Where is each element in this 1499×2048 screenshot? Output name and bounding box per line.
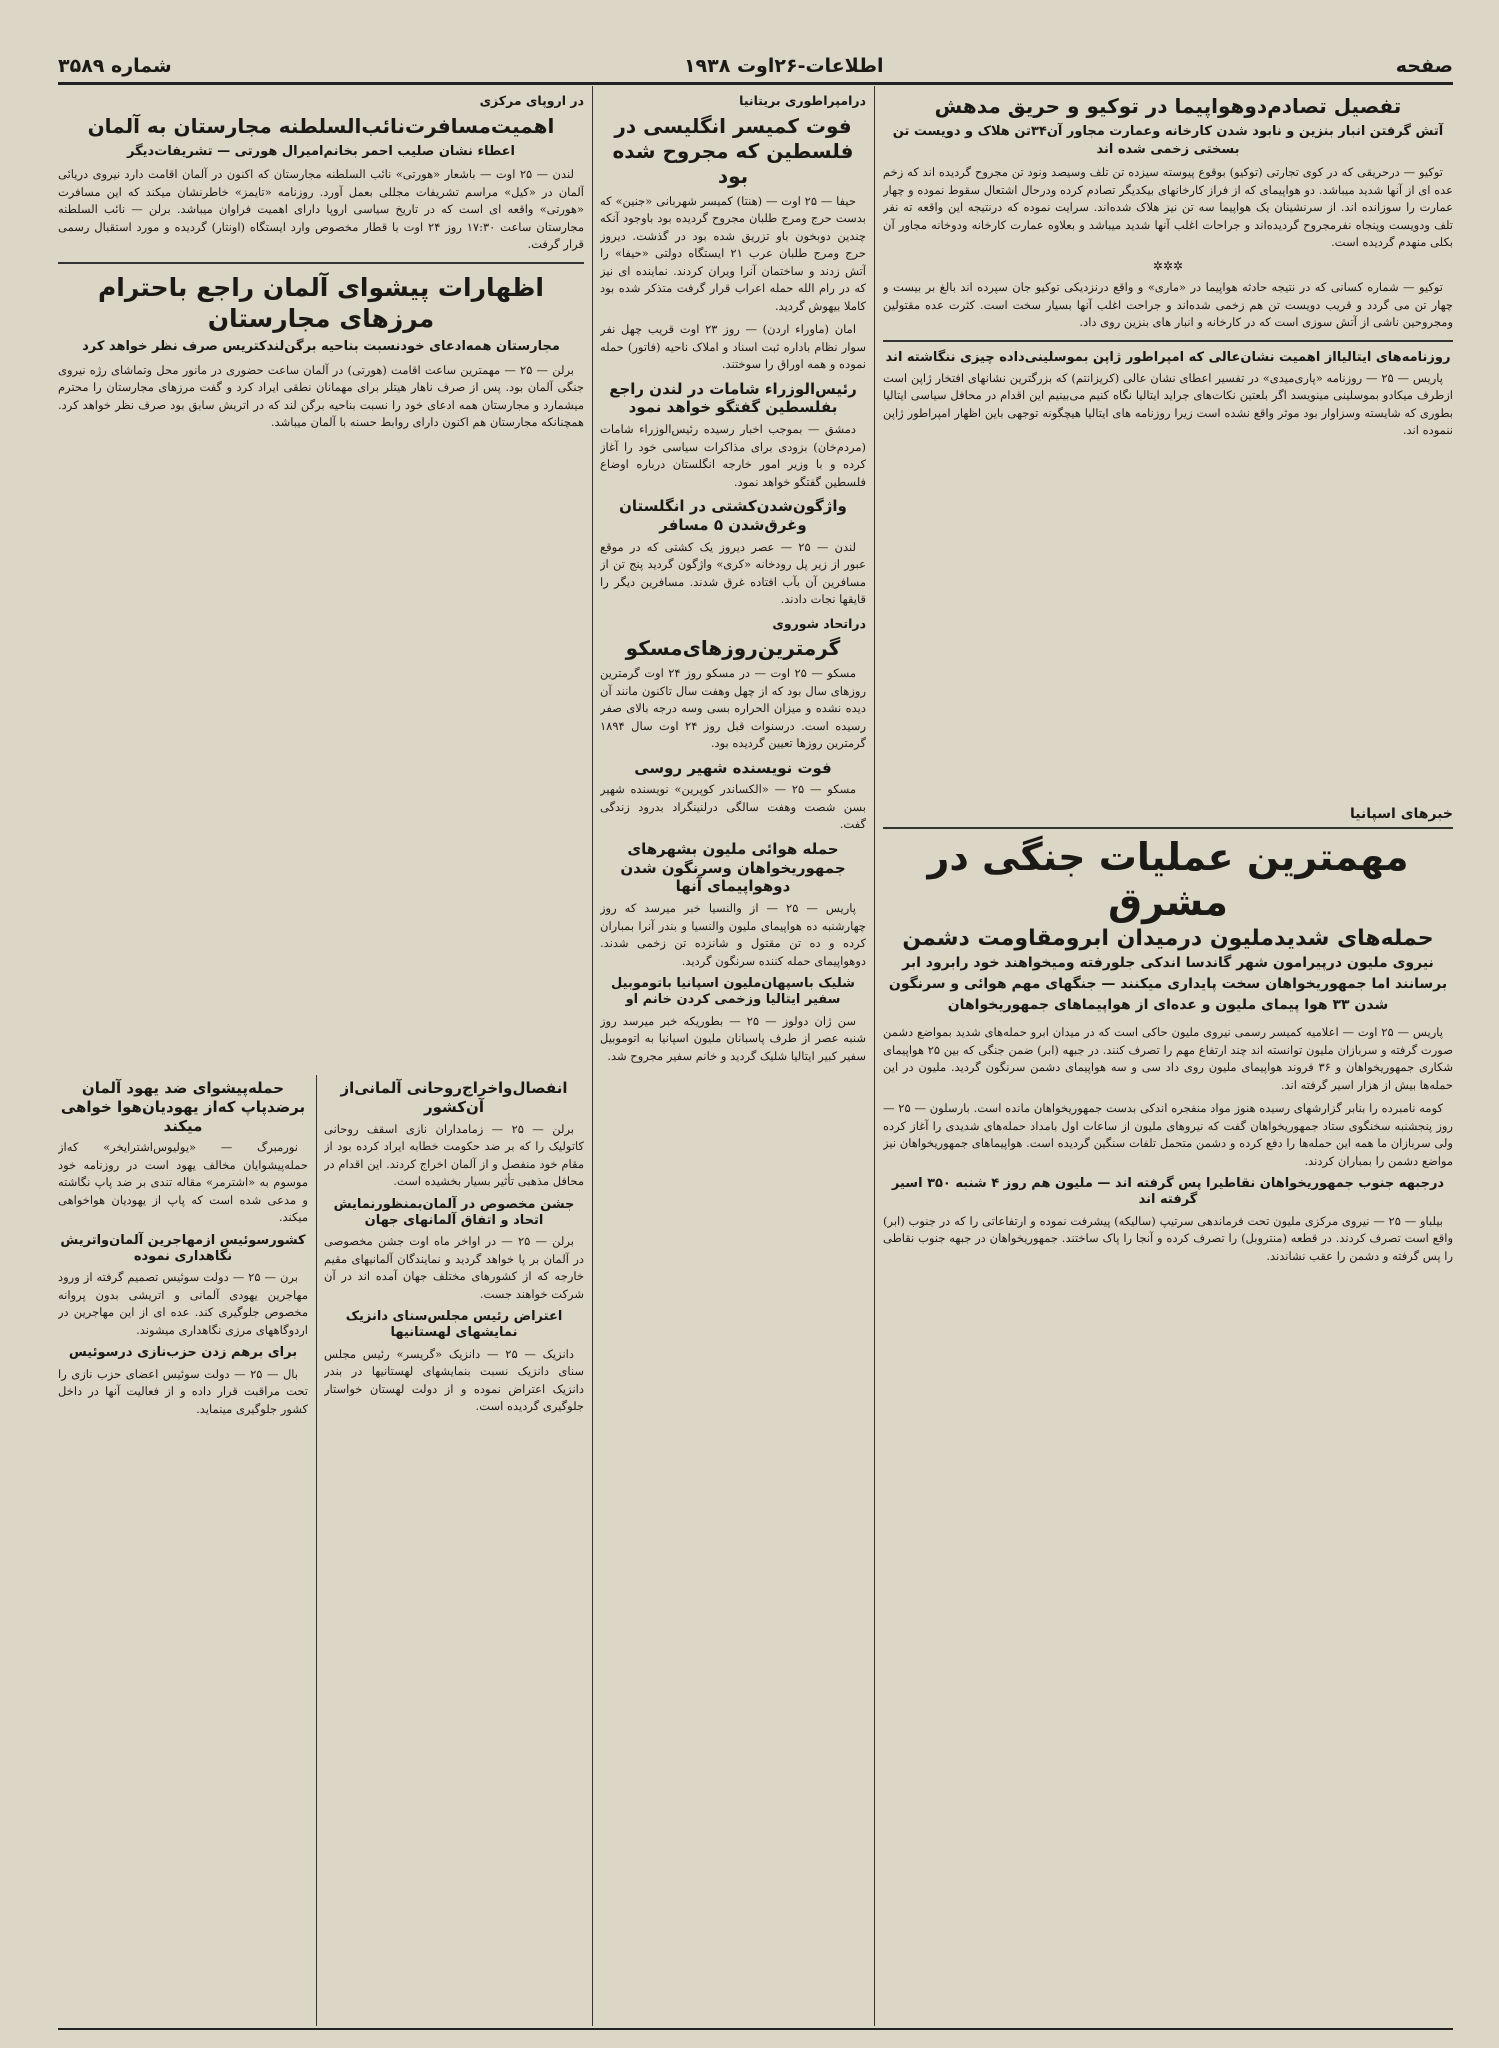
divider [58, 262, 584, 264]
headline-nazi-swiss: برای برهم زدن حزب‌نازی درسوئیس [68, 1345, 298, 1361]
column-rule [874, 86, 875, 2026]
kicker-britain: درامپراطوری بریتانیا [739, 93, 866, 108]
headline-syria-pm: رئیس‌الوزراء شامات در لندن راجع بفلسطین گفتگو خواهد نمود [609, 379, 857, 417]
headline-moscow: گرمترین‌روزهای‌مسکو [625, 636, 841, 660]
headline-tokyo: تفصیل تصادم‌دوهواپیما در توکیو و حریق مدهش [934, 94, 1402, 118]
article-tokyo-1: توکیو — درحریقی که در کوی تجارتی (توکیو) بوقوع پیوسته سیزده تن تلف وسیصد ونود تن مجروح گردیده اند که زخم عده ای از آنها شدید میباشد. دو هواپیمای که از فراز کارخانهای بیکدیگر تصادم کرده ودرحال اشتعال سقوط نموده و چهار عمارت را سوزانده اند. از سرنشینان یک هواپیما سه تن نیز هلاک شده‌اند. سرایت نموده که درنتیجه این واقعه ته نفر تلف ودویست وپنجاه نفرمجروح گردیده‌اند و جراحات اغلب آنها شدید میباشد و بعلاوه عمارت کارخانه ودوخانه مجاور آن بکلی منهدم گردیده است. [883, 165, 1453, 250]
column-1 [883, 90, 1453, 823]
article-switzerland: برن — ۲۵ — دولت سوئیس تصمیم گرفته از ورود مهاجرین یهودی آلمانی و اتریشی بدون پروانه مخصوص جلوگیری کند. عده ای از این مهاجرین در اردوگاههای مرزی نگاهداری میشوند. [58, 1270, 308, 1337]
section-label-spain: خبرهای اسپانیا [883, 806, 1453, 829]
article-palestine-1: حیفا — ۲۵ اوت — (هنتا) کمیسر شهربانی «جنین» که بدست حرج ومرج طلبان مجروح گردیده بود باوجود آنکه چندین دوبخون باو تزریق شده بود در گذشت. دیروز حرج ومرج طلبان عرب ۲۱ ایستگاه دولتی «حیفا» را آتش زدند و ساختمان آنرا ویران کردند. نماینده ای نیز که در رام الله حمله اعراب قرار گرفت متذکر شده بود کاملا بیهوش گردید. [600, 193, 866, 313]
article-air-raid: پاریس — ۲۵ — از والنسیا خبر میرسد که روز چهارشنبه ده هواپیمای ملیون والنسیا و بندر آنرا بمباران کرده و ده تن مقتول و شانزده تن زخمی شدند. دوهواپیمای حمله کننده سرنگون گردید. [600, 901, 866, 968]
headline-south-front: درجبهه جنوب جمهوریخواهان نقاطیرا پس گرفته اند — ملیون هم روز ۴ شنبه ۳۵۰ اسیر گرفته اند [891, 1176, 1445, 1208]
article-moscow: مسکو — ۲۵ اوت — در مسکو روز ۲۴ اوت گرمترین روزهای سال بود که از چهل وهفت سال تاکنون مانند آن دیده نشده و میزان الحراره بسی وسه درجه بالای صفر رسیده است. درسنوات قبل روز ۲۴ اوت سال ۱۸۹۴ گرمترین روزها تعیین گردیده بود. [600, 666, 866, 750]
stars-divider: ✲✲✲ [1152, 258, 1184, 273]
column-rule [592, 86, 593, 2026]
article-ship: لندن — ۲۵ — عصر دیروز یک کشتی که در موقع عبور از زیر پل رودخانه «کری» واژگون گردید پنج تن از مسافرین آن بآب افتاده غرق شدند. مسافرین دیگر را قایقها نجات دادند. [600, 539, 866, 606]
page-label: صفحه [1395, 55, 1453, 77]
article-hitler: برلن — ۲۵ — مهمترین ساعت اقامت (هورتی) در آلمان ساعت حضوری در مانور محل وتماشای رژه نیروی جنگی آلمان بود. پس از صرف ناهار هیتلر برای مهمانان نطقی ایراد کرد و گفت مرزهای مجارستان را محترم میشمارد و مجارستان همه ادعای خود را نسبت بناحیه برگن لند که در اتریش سابق بود صرف نظر خواهد کرد. همچنانکه مجارستان هم اکنون دارای روابط حسنه با آلمان میباشد. [58, 362, 584, 430]
article-antisemite: نورمبرگ — «یولیوس‌اشترایخر» که‌از حمله‌پیشوایان مخالف یهود است در روزنامه خود موسوم به «اشترمر» مقاله تندی بر ضد پاپ نگاشته و مدعی شده است که پاپ از یهودیان هواخواهی میکند. [58, 1140, 308, 1225]
banner-subhead: حمله‌های شدیدملیون درمیدان ابرومقاومت دشمن [902, 925, 1434, 951]
banner-deck: نیروی ملیون درپیرامون شهر گاندسا اندکی جلورفته ومیخواهند خود رابرود ابر برسانند اما جمهوریخواهان سخت پایداری میکنند — جنگهای مهم هوائی و سرنگون شدن ۳۳ هوا پیمای ملیون و عده‌ای از هواپیماهای جمهوریخواهان [888, 955, 1448, 1014]
headline-hungary: اهمیت‌مسافرت‌نائب‌السلطنه مجارستان به آلمان [87, 113, 555, 138]
headline-writer: فوت نویسنده شهیر روسی [634, 758, 832, 777]
article-germans-fest: برلن — ۲۵ — در اواخر ماه اوت جشن مخصوصی در آلمان بر پا خواهد گردید و نمایندگان آلمانیهای مقیم خارجه که از کشورهای مختلف جهان آمده اند در آن شرکت خواهند جست. [324, 1234, 584, 1301]
article-spain-3: بیلباو — ۲۵ — نیروی مرکزی ملیون تحت فرماندهی سرتیپ (سالیکه) پیشرفت نموده و ارتفاعاتی را که در جنوب (ابر) واقع است تصرف کردند. در قطعه (منتروبل) را تصرف کرده و آنجا را پاک ساختند. جمهوریخواهان در جبهه جنوب نقاطی را پس گرفته و دشمن را عقب نشاندند. [883, 1213, 1453, 1263]
article-syria-pm: دمشق — بموجب اخبار رسیده رئیس‌الوزراء شامات (مردم‌خان) بزودی برای مذاکرات سیاسی خود را آغاز کرده و با وزیر امور خارجه انگلستان درباره اوضاع فلسطین گفتگو خواهد نمود. [600, 422, 866, 489]
headline-priest: انفصال‌واخراج‌روحانی آلمانی‌از آن‌کشور [340, 1079, 568, 1116]
article-ambassador: سن ژان دولوز — ۲۵ — بطوریکه خبر میرسد روز شنبه عصر از طرف پاسبانان ملیون اسپانیا به اتوموبیل سفیر کبیر ایتالیا شلیک گردید و خانم سفیر مجروح شد. [600, 1013, 866, 1063]
article-nazi-swiss: بال — ۲۵ — دولت سوئیس اعضای حزب نازی را تحت مراقبت قرار داده و از فعالیت آنها در داخل کشور جلوگیری مینماید. [58, 1366, 308, 1416]
headline-germans-fest: جشن مخصوص در آلمان‌بمنظور‌نمایش اتحاد و اتفاق آلمانهای جهان [333, 1196, 575, 1228]
paper-date: اطلاعات-۲۶اوت ۱۹۳۸ [683, 55, 884, 77]
kicker-ussr: دراتحاد شوروی [772, 615, 866, 631]
column-rule [316, 1075, 317, 2026]
headline-ambassador: شلیک باسپهان‌ملیون اسپانیا باتوموبیل سفیر ایتالیا وزخمی کردن خانم او [611, 976, 855, 1008]
article-spain-2: کومه نامبرده را بنابر گزارشهای رسیده هنوز مواد منفجره اندکی بدست جمهوریخواهان مانده است. بارسلون — ۲۵ — روز پنجشنبه سخنگوی ستاد جمهوریخواهان گفت که نیروهای ملیون از ساعات اول بامداد حمله‌های شدیدی را آغاز کرده ولی سربازان ما همه این حمله‌ها را دفع کرده و دشمن متحمل تلفات سنگین گردیده است. هواپیماهای جمهوریخواهان نیز مواضع دشمن را بمباران کردند. [883, 1101, 1453, 1168]
subhead-hungary: اعطاء نشان صلیب احمر بخانم‌امیرال هورتی — تشریفات‌دیگر [127, 143, 515, 159]
column-4 [324, 1075, 584, 2028]
issue-number: شماره ۳۵۸۹ [58, 55, 172, 77]
subhead-hitler: مجارستان همه‌ادعای خودنسبت بناحیه برگن‌لندکتریس صرف نظر خواهد کرد [82, 339, 560, 355]
headline-italy-japan: روزنامه‌های ایتالیااز اهمیت نشان‌عالی که امپراطور ژاپن بموسلینی‌داده چیزی ننگاشته اند [885, 349, 1451, 365]
column-3-top [58, 90, 584, 1068]
article-italy-japan: پاریس — ۲۵ — روزنامه «پاری‌میدی» در تفسیر اعطای نشان عالی (کریزانتم) که بزرگترین نشانهای افتخار ژاپن است ازطرف میکادو بموسلینی مینویسد اگر بلعتین نکات‌های جراید ایتالیا نگاه کنیم می‌بینیم این اقدام در محافل سیاسی ایتالیا بطوری که شایسته وسزاوار بود موثر واقع نشده است زیرا روزنامه های ایتالیا هیچگونه توجهی باین اظهار امپراطور ژاپن ننموده اند. [883, 370, 1453, 438]
column-3-bottom [58, 1075, 308, 2028]
headline-air-raid: حمله هوائی ملیون بشهرهای جمهوریخواهان وسرنگون شدن دوهواپیمای آنها [620, 839, 846, 896]
headline-switzerland: کشورسوئیس ازمهاجرین آلمان‌واتریش نگاهداری نموده [60, 1232, 306, 1264]
headline-danzig: اعتراض رئیس مجلس‌سنای دانزیک نمایشهای لهستانیها [345, 1309, 563, 1341]
article-hungary-1: لندن — ۲۵ اوت — باشعار «هورتی» نائب السلطنه مجارستان که اکنون در آلمان اقامت دارد نیروی دریائی آلمان در «کیل» مراسم تشریفات مجللی بعمل آورد. روزنامه «تایمز» خاطرنشان میکند که این مسافرت «هورتی» واقعه ای است که در تاریخ سیاسی اروپا دارای اهمیت فراوان میباشد. برلن — نائب السلطنه مجارستان ساعت ۱۷:۳۰ روز ۲۴ اوت با قطار مخصوص وارد ایستگاه (اونتار) گردیده و مورد استقبال رسمی قرار گرفت. [58, 167, 584, 252]
masthead [58, 52, 1453, 80]
column-2 [600, 90, 866, 2028]
article-danzig: دانزیک — ۲۵ — دانزیک «گریسر» رئیس مجلس سنای دانزیک نسبت بنمایشهای لهستانیها در بندر دانزیک اعتراض نموده و از دولت لهستان خواستار جلوگیری گردیده است. [324, 1346, 584, 1413]
headline-antisemite: حمله‌پیشوای ضد یهود آلمان برضدپاپ که‌از یهودیان‌هوا خواهی میکند [60, 1079, 306, 1135]
headline-ship: واژگون‌شدن‌کشتی در انگلستان وغرق‌شدن ۵ مسافر [619, 497, 847, 534]
kicker-central-europe: در اروپای مرکزی [479, 93, 584, 108]
headline-palestine: فوت کمیسر انگلیسی در فلسطین که مجروح شده بود [612, 113, 854, 188]
subhead-tokyo: آتش گرفتن انبار بنزین و نابود شدن کارخانه وعمارت مجاور آن۳۴تن هلاک و دویست تن بسختی زخمی شده اند [892, 124, 1444, 157]
article-tokyo-2: توکیو — شماره کسانی که در نتیجه حادثه هواپیما در «ماری» و واقع درنزدیکی توکیو جان سپرده اند بالغ بر بیست و چهار تن می گردد و قریب دویست تن هم زخمی شده‌اند و جراحت اغلب آنها بسیار سخت است. کثرت عده مقتولین ومجروحین ناشی از آتش سوزی است که در کارخانه و انبار های بنزین روی داد. [883, 280, 1453, 330]
article-writer: مسکو — ۲۵ — «الکساندر کوپرین» نویسنده شهیر بسن شصت وهفت سالگی درلنینگراد بدرود زندگی گفت. [600, 782, 866, 832]
masthead-rule [58, 82, 1453, 85]
divider [883, 340, 1453, 342]
banner-headline: مهمترین عملیات جنگی در مشرق [927, 834, 1409, 925]
headline-hitler: اظهارات پیشوای آلمان راجع باحترام مرزهای مجارستان [97, 272, 545, 333]
article-priest: برلن — ۲۵ — زمامداران نازی اسقف روحانی کاتولیک را که بر ضد حکومت خطابه ایراد کرده بود از مقام خود منفصل و از آلمان اخراج کردند. این اقدام در محافل مذهبی تأثیر بسیار بخشیده است. [324, 1121, 584, 1188]
article-palestine-2: امان (ماوراء اردن) — روز ۲۳ اوت قریب چهل نفر سوار نظام باداره ثبت اسناد و املاک ناحیه (فاتور) حمله نموده و همه اوراق را سوختند. [600, 322, 866, 371]
spain-section [883, 800, 1453, 2028]
bottom-rule [58, 2028, 1453, 2030]
article-spain-1: پاریس — ۲۵ اوت — اعلامیه کمیسر رسمی نیروی ملیون حاکی است که در میدان ابرو حمله‌های شدید بمواضع دشمن صورت گرفته و سربازان ملیون توانسته اند چند ارتفاع مهم را تصرف کنند. در جبهه (ابر) ضمن جنگی که بین ۲۵ هواپیمای شکاری جمهوریخواهان و ۳۶ فروند هواپیمای ملیون روی داد سی و سه هواپیمای دشمن سرنگون گردید. ملیون در این حمله‌ها بیش از هزار اسیر گرفته اند. [883, 1025, 1453, 1092]
